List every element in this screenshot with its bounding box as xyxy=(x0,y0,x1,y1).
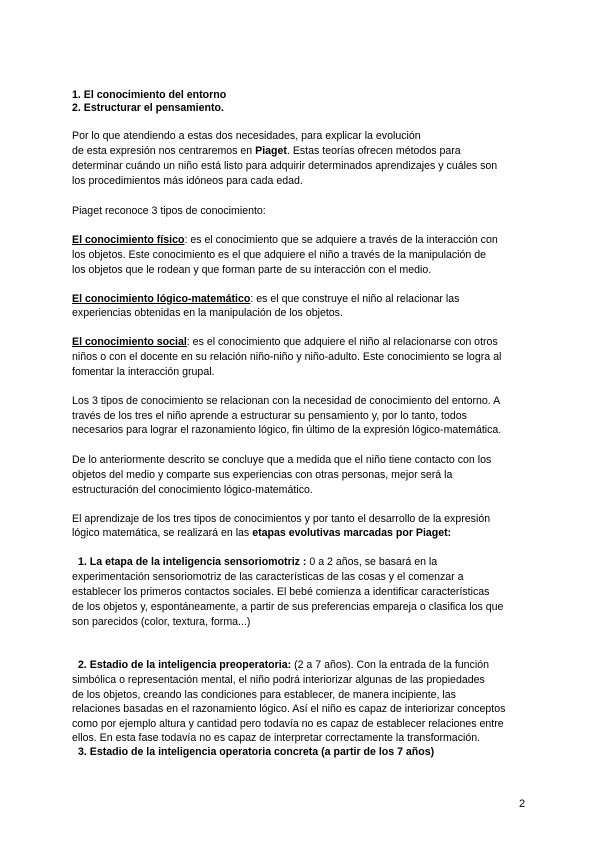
stage1-line-4: de los objetos y, espontáneamente, a partir de sus preferencias empareja o clasifica los que xyxy=(72,601,504,613)
stage2-line-5: como por ejemplo altura y cantidad pero todavía no es capaz de establecer relaciones entre xyxy=(72,718,504,730)
page-number: 2 xyxy=(519,798,526,810)
intro-line-4: los procedimientos más idóneos para cada edad. xyxy=(72,175,303,187)
three-line-2: través de los tres el niño aprende a estructurar su pensamiento y, por lo tanto, todos xyxy=(72,410,467,422)
intro-line-3: determinar cuándo un niño está listo para adquirir determinados aprendizajes y cuáles son xyxy=(72,160,498,172)
concl-line-2: objetos del medio y comparte sus experiencias con otras personas, mejor será la xyxy=(72,469,453,481)
stage2-line-1: 2. Estadio de la inteligencia preoperatoria: (2 a 7 años). Con la entrada de la función xyxy=(78,659,490,671)
heading-2: 2. Estructurar el pensamiento. xyxy=(72,102,224,114)
fisico-line-1: El conocimiento físico: es el conocimiento que se adquiere a través de la interacción con xyxy=(72,234,498,246)
logico-line-1: El conocimiento lógico-matemático: es el que construye el niño al relacionar las xyxy=(72,293,460,305)
stage2-line-2: simbólica o representación mental, el niño podrá interiorizar algunas de las propiedades xyxy=(72,674,485,686)
three-line-3: necesarios para lograr el razonamiento lógico, fin último de la expresión lógico-matemática. xyxy=(72,424,502,436)
stage2-line-3: de los objetos, creando las condiciones para establecer, de manera incipiente, las xyxy=(72,689,456,701)
three-line-1: Los 3 tipos de conocimiento se relacionan con la necesidad de conocimiento del entorno. A xyxy=(72,395,501,407)
types-intro: Piaget reconoce 3 tipos de conocimiento: xyxy=(72,205,266,217)
stage3-line-1: 3. Estadio de la inteligencia operatoria concreta (a partir de los 7 años) xyxy=(78,746,435,758)
concl-line-1: De lo anteriormente descrito se concluye que a medida que el niño tiene contacto con los xyxy=(72,454,492,466)
stage1-line-5: son parecidos (color, textura, forma...) xyxy=(72,616,251,628)
learn-line-1: El aprendizaje de los tres tipos de conocimientos y por tanto el desarrollo de la expresión xyxy=(72,513,491,525)
fisico-line-3: los objetos que le rodean y que forman parte de su interacción con el medio. xyxy=(72,264,432,276)
learn-line-2: lógico matemática, se realizará en las etapas evolutivas marcadas por Piaget: xyxy=(72,527,452,539)
stage1-line-1: 1. La etapa de la inteligencia sensoriomotriz : 0 a 2 años, se basará en la xyxy=(78,556,438,568)
fisico-line-2: los objetos. Este conocimiento es el que adquiere el niño a través de la manipulación de xyxy=(72,249,487,261)
social-line-1: El conocimiento social: es el conocimiento que adquiere el niño al relacionarse con otros xyxy=(72,336,498,348)
stage1-line-3: establecer los primeros contactos sociales. El bebé comienza a identificar características xyxy=(72,586,490,598)
intro-line-1: Por lo que atendiendo a estas dos necesidades, para explicar la evolución xyxy=(72,130,421,142)
social-line-2: niños o con el docente en su relación niño-niño y niño-adulto. Este conocimiento se logra al xyxy=(72,351,502,363)
social-line-3: fomentar la interacción grupal. xyxy=(72,366,215,378)
stage2-line-4: relaciones basadas en el razonamiento lógico. Así el niño es capaz de interiorizar conceptos xyxy=(72,703,506,715)
logico-line-2: experiencias obtenidas en la manipulación de los objetos. xyxy=(72,307,343,319)
heading-1: 1. El conocimiento del entorno xyxy=(72,89,227,101)
stage2-line-6: ellos. En esta fase todavía no es capaz de interpretar correctamente la transformación. xyxy=(72,732,481,744)
stage1-line-2: experimentación sensoriomotriz de las características de las cosas y el comenzar a xyxy=(72,571,464,583)
intro-line-2: de esta expresión nos centraremos en Piaget. Estas teorías ofrecen métodos para xyxy=(72,145,461,157)
concl-line-3: estructuración del conocimiento lógico-matemático. xyxy=(72,484,313,496)
